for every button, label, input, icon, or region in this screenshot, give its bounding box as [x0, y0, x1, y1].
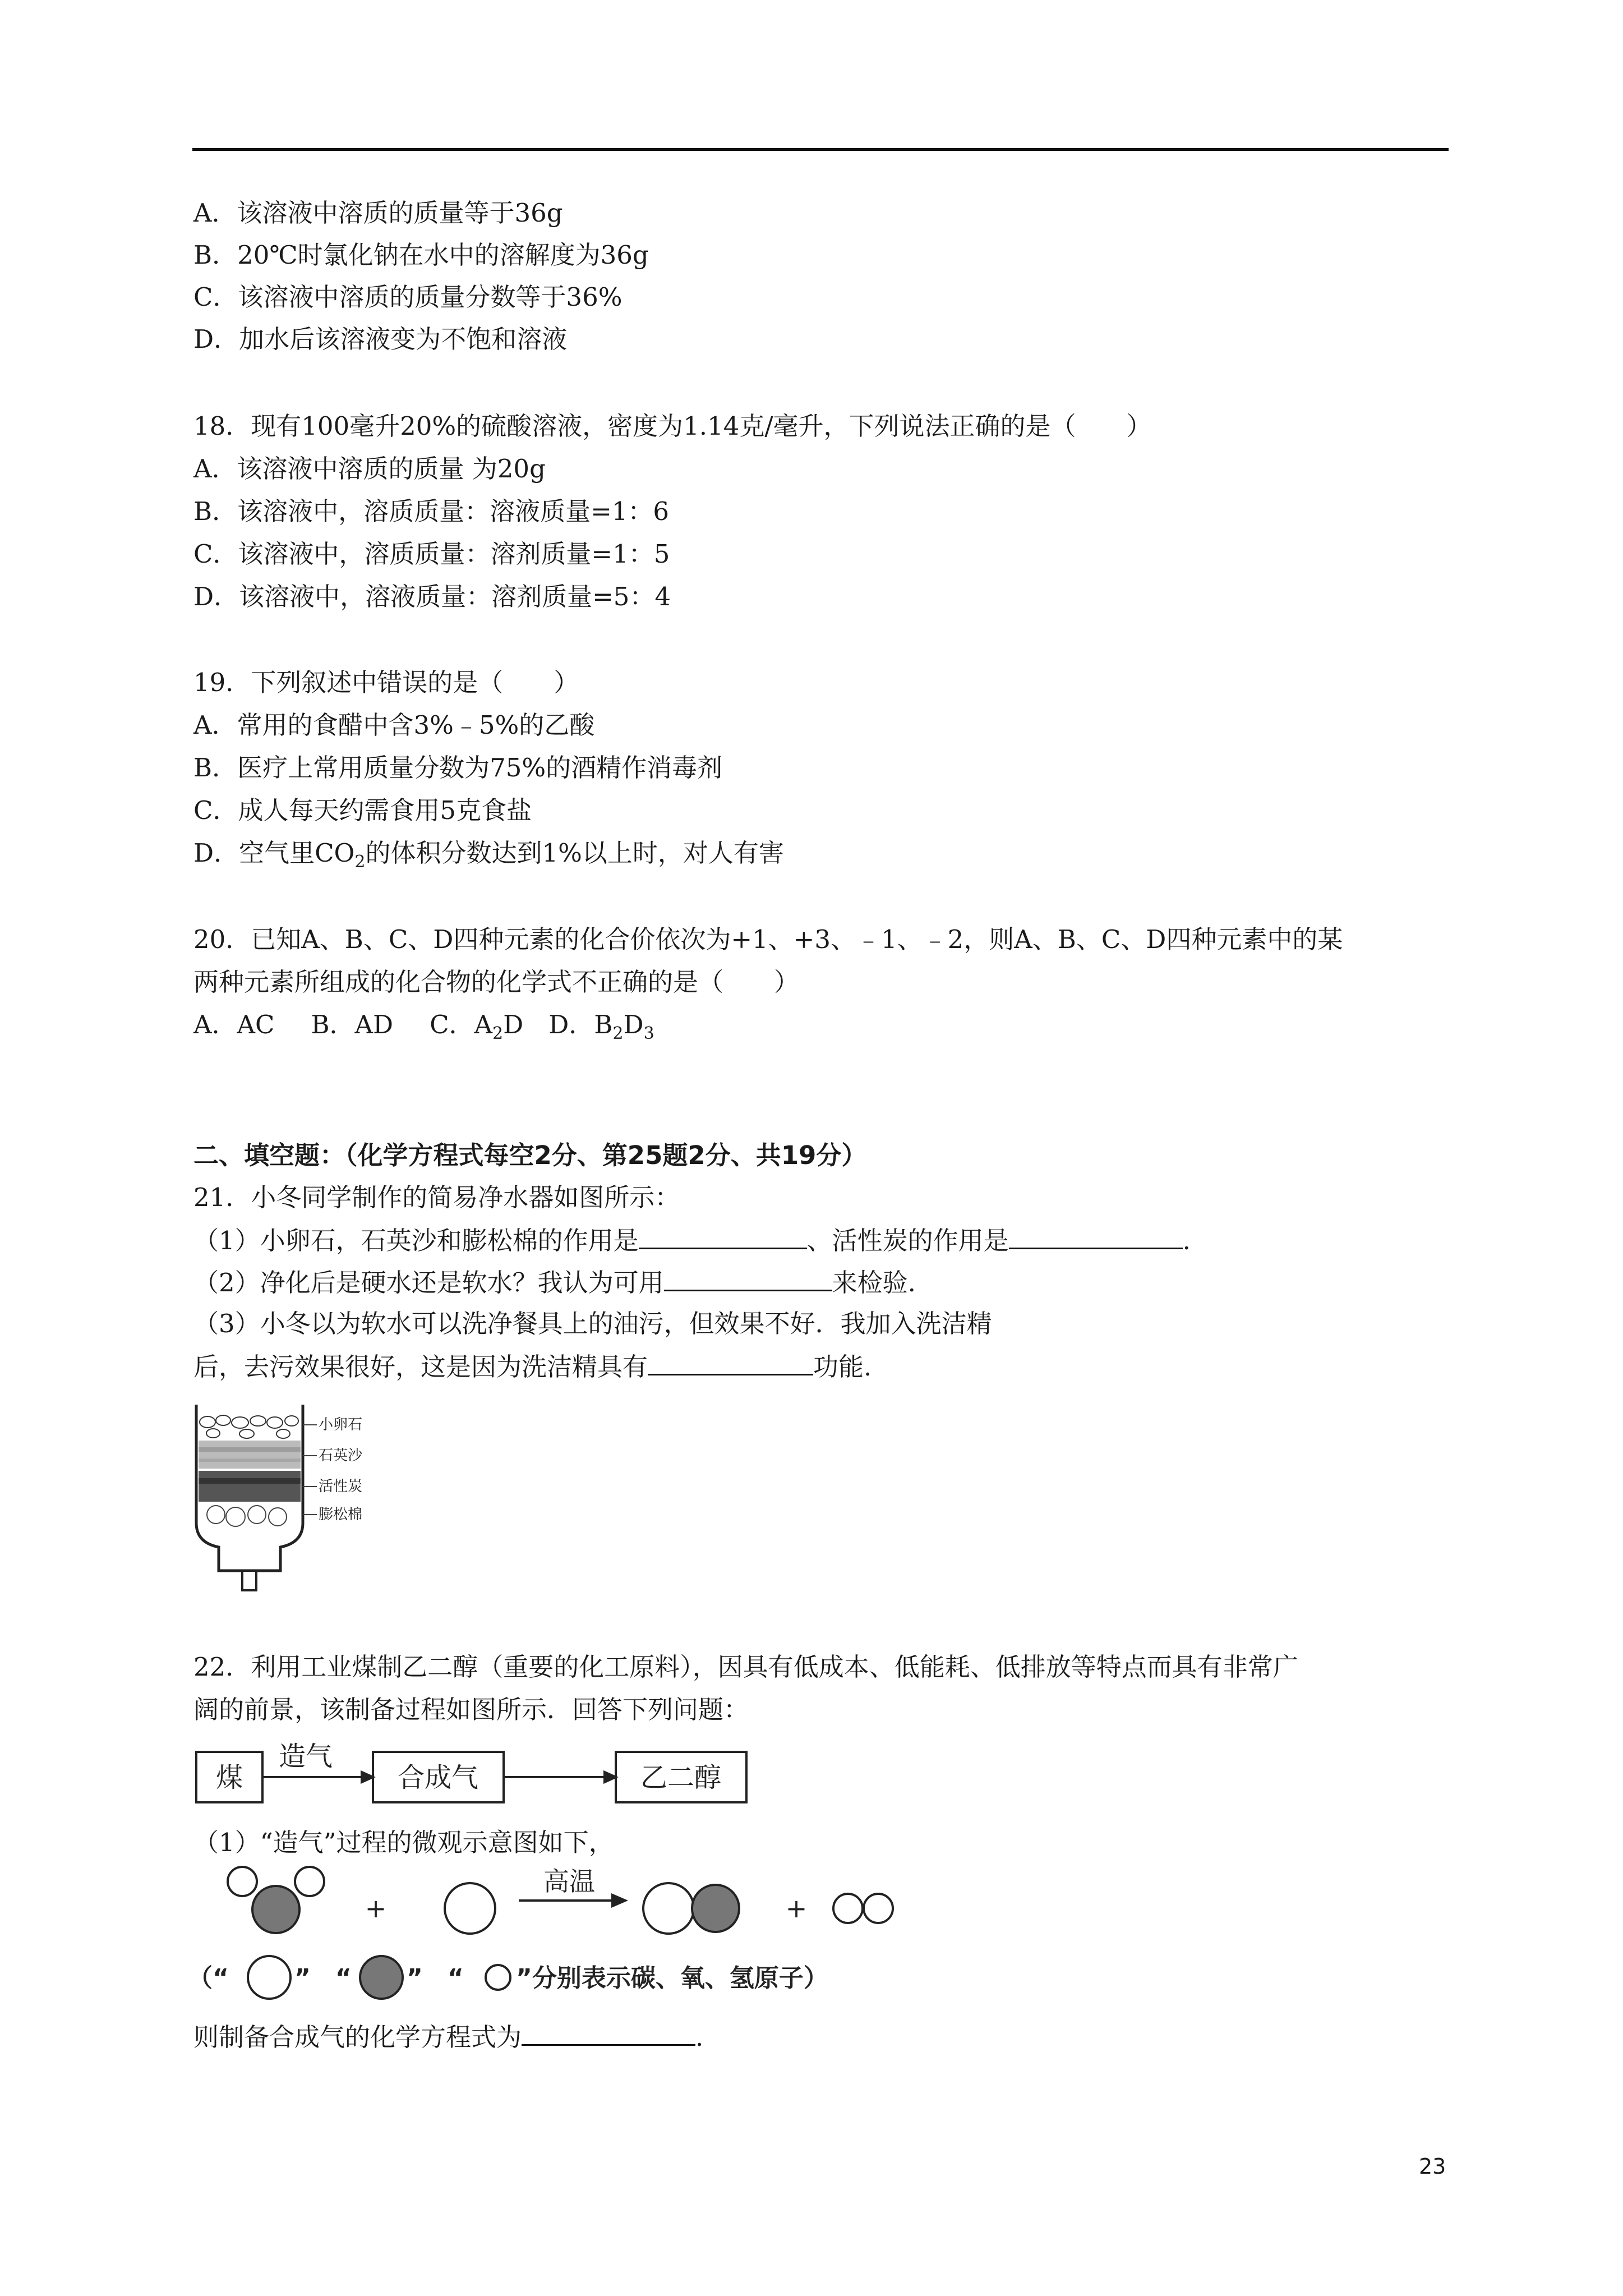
- q19-option-a: A．常用的食醋中含3%﹣5%的乙酸: [193, 710, 595, 740]
- q18-option-d: D．该溶液中，溶液质量：溶剂质量=5：4: [193, 582, 671, 611]
- answer-blank[interactable]: [664, 1265, 832, 1291]
- q18-option-b: B．该溶液中，溶质质量：溶液质量=1：6: [193, 496, 670, 526]
- carbon-atom: [643, 1883, 694, 1934]
- q22-stem-line1: 22．利用工业煤制乙二醇（重要的化工原料），因具有低成本、低能耗、低排放等特点而具有非常广: [193, 1652, 1298, 1682]
- q18-option-c: C．该溶液中，溶质质量：溶剂质量=1：5: [193, 539, 670, 569]
- hydrogen-atom: [864, 1894, 893, 1923]
- legend-sep2: ” “: [407, 1964, 464, 1993]
- q20-option-d: D．$B_2D_3$: [548, 1010, 654, 1043]
- q20-options: [193, 1008, 654, 1042]
- answer-blank[interactable]: [648, 1349, 813, 1375]
- label-quartz-sand: 石英沙: [319, 1447, 363, 1464]
- q22-stem-line2: 阔的前景，该制备过程如图所示．回答下列问题：: [193, 1695, 749, 1724]
- q20-stem-line2: 两种元素所组成的化合物的化学式不正确的是（ ）: [193, 967, 800, 997]
- legend-open: （“: [188, 1964, 229, 1993]
- q17-option-b: B．20℃时氯化钠在水中的溶解度为36g: [193, 240, 649, 270]
- answer-blank[interactable]: [522, 2019, 695, 2046]
- page-number: 23: [1419, 2154, 1446, 2179]
- q22-equation-prompt: 则制备合成气的化学方程式为 .: [193, 2019, 703, 2054]
- reaction-diagram: [208, 1862, 948, 1935]
- hydrogen-atom: [228, 1867, 257, 1896]
- label-activated-carbon: 活性炭: [319, 1478, 363, 1495]
- q19-stem: 19．下列叙述中错误的是（ ）: [193, 668, 579, 697]
- q17-option-c: C．该溶液中溶质的质量分数等于36%: [193, 282, 623, 312]
- label-cotton: 膨松棉: [319, 1506, 363, 1523]
- q20-stem-line1: 20．已知A、B、C、D四种元素的化合价依次为+1、+3、﹣1、﹣2，则A、B、C、D四种元素中的某: [193, 924, 1343, 954]
- q21-stem: 21．小冬同学制作的简易净水器如图所示：: [193, 1182, 680, 1212]
- hydrogen-atom: [833, 1894, 863, 1923]
- process-flowchart: [191, 1731, 763, 1815]
- legend-sep1: ” “: [294, 1964, 352, 1993]
- q21-part2: （2）净化后是硬水还是软水？我认为可用 来检验.: [193, 1265, 916, 1300]
- carbon-atom: [445, 1883, 495, 1934]
- q19-option-b: B．医疗上常用质量分数为75%的酒精作消毒剂: [193, 753, 723, 783]
- q20-option-a: A．AC: [193, 1010, 275, 1039]
- q17-option-a: A．该溶液中溶质的质量等于36g: [193, 198, 563, 228]
- label-pebble: 小卵石: [319, 1416, 363, 1433]
- answer-blank[interactable]: [1009, 1223, 1183, 1249]
- q21-part3-line2: 后，去污效果很好，这是因为洗洁精具有 功能.: [193, 1349, 872, 1384]
- oxygen-atom: [692, 1885, 739, 1932]
- q18-stem: 18．现有100毫升20%的硫酸溶液，密度为1.14克/毫升，下列说法正确的是（ ）: [193, 411, 1152, 441]
- q19-option-d: D．空气里$CO_2$的体积分数达到1%以上时，对人有害: [193, 838, 784, 872]
- condition-high-temp: 高温: [543, 1866, 595, 1897]
- answer-blank[interactable]: [639, 1223, 807, 1249]
- hydrogen-atom: [295, 1867, 324, 1896]
- q22-part1: （1）“造气”过程的微观示意图如下，: [193, 1828, 614, 1857]
- section-heading: 二、填空题：（化学方程式每空2分、第25题2分、共19分）: [193, 1140, 867, 1170]
- flow-gasification-label: 造气: [278, 1741, 333, 1772]
- flow-glycol-label: 乙二醇: [640, 1762, 722, 1793]
- q21-part1: （1）小卵石，石英沙和膨松棉的作用是 、活性炭的作用是 .: [193, 1223, 1191, 1258]
- q17-option-d: D．加水后该溶液变为不饱和溶液: [193, 324, 568, 354]
- plus-sign: +: [365, 1893, 387, 1924]
- water-filter-figure: [191, 1402, 393, 1593]
- legend-close: ”分别表示碳、氧、氢原子）: [516, 1964, 828, 1993]
- q20-option-c: C．$A_2D$: [430, 1010, 524, 1043]
- legend-oxygen-icon: [360, 1956, 403, 1999]
- legend-hydrogen-icon: [486, 1965, 510, 1990]
- header-rule: [192, 148, 1449, 151]
- q21-part3-line1: （3）小冬以为软水可以洗净餐具上的油污，但效果不好．我加入洗洁精: [193, 1309, 992, 1338]
- legend-carbon-icon: [248, 1956, 291, 1999]
- flow-coal-label: 煤: [215, 1762, 243, 1793]
- flow-syngas-label: 合成气: [397, 1762, 479, 1793]
- plus-sign: +: [785, 1893, 808, 1924]
- q19-option-c: C．成人每天约需食用5克食盐: [193, 795, 532, 825]
- atom-legend: [185, 1949, 970, 2005]
- q20-option-b: B．AD: [311, 1010, 394, 1039]
- oxygen-atom: [252, 1886, 299, 1933]
- q18-option-a: A．该溶液中溶质的质量 为20g: [193, 454, 546, 484]
